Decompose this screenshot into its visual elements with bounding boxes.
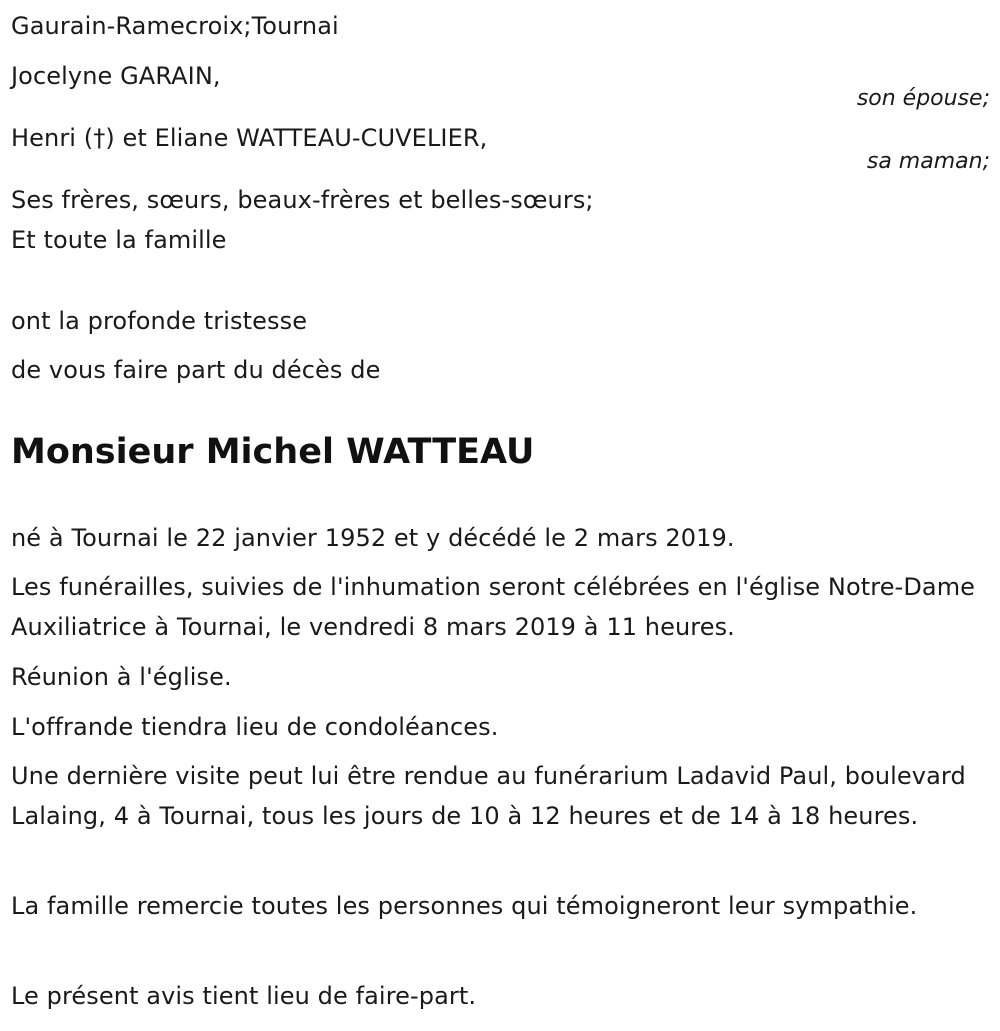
- parents-relation: sa maman;: [866, 149, 990, 174]
- meeting-paragraph: Réunion à l'église.: [11, 663, 232, 691]
- location-line: Gaurain-Ramecroix;Tournai: [11, 12, 339, 40]
- offering-paragraph: L'offrande tiendra lieu de condoléances.: [11, 713, 499, 741]
- thanks-paragraph: La famille remercie toutes les personnes qui témoigneront leur sympathie.: [11, 892, 918, 920]
- deceased-name: Monsieur Michel WATTEAU: [11, 432, 535, 472]
- notice-paragraph: Le présent avis tient lieu de faire-part.: [11, 982, 477, 1010]
- all-family-line: Et toute la famille: [11, 226, 227, 254]
- visit-paragraph: Une dernière visite peut lui être rendue au funérarium Ladavid Paul, boulevard Lalaing, 4 à Tournai, tous les jours de 10 à 12 heures et de 14 à 18 heures.: [11, 762, 966, 830]
- parents-name: Henri (†) et Eliane WATTEAU-CUVELIER,: [11, 124, 488, 152]
- announcement-line-2: de vous faire part du décès de: [11, 356, 381, 384]
- spouse-name: Jocelyne GARAIN,: [11, 62, 221, 90]
- siblings-line: Ses frères, sœurs, beaux-frères et belles-sœurs;: [11, 186, 594, 214]
- funeral-paragraph: Les funérailles, suivies de l'inhumation seront célébrées en l'église Notre-Dame Auxiliatrice à Tournai, le vendredi 8 mars 2019 à 11 heures.: [11, 573, 976, 641]
- announcement-line-1: ont la profonde tristesse: [11, 307, 308, 335]
- spouse-relation: son épouse;: [856, 86, 990, 111]
- birth-death-paragraph: né à Tournai le 22 janvier 1952 et y décédé le 2 mars 2019.: [11, 524, 735, 552]
